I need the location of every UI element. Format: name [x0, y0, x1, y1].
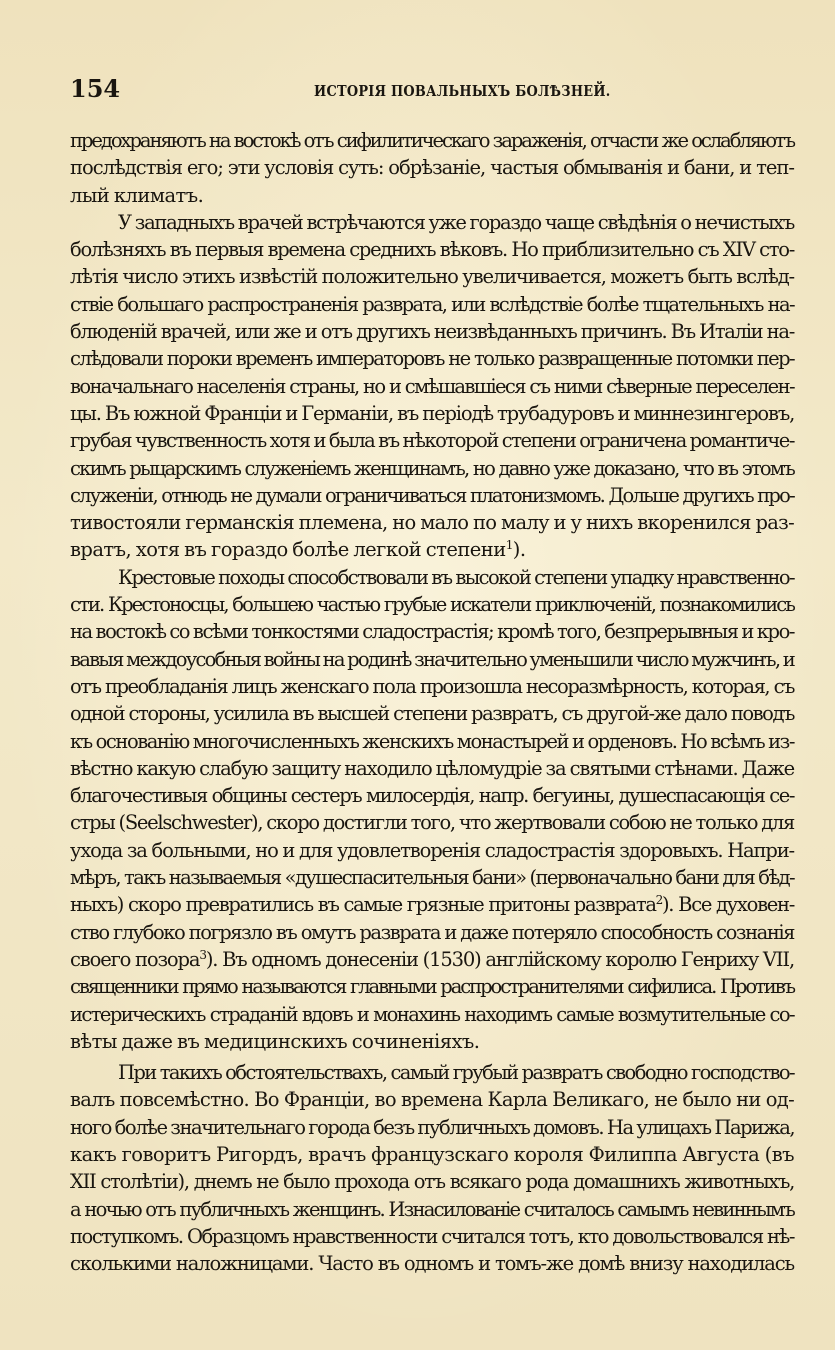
text-line — [70, 864, 794, 891]
line-text: истерическихъ страданій вдовъ и монахинь находимъ самые возмутительные со- — [70, 1002, 794, 1026]
line-text: на востокѣ со всѣми тонкостями сладострастія; кромѣ того, безпрерывныя и кро- — [70, 620, 794, 644]
line-text-tail: ). Въ одномъ донесеніи (1530) англійскому королю Генриху VII, — [205, 947, 794, 971]
text-line — [70, 673, 794, 700]
line-text: а ночью отъ публичныхъ женщинъ. Изнасилованіе считалось самымъ невиннымъ — [70, 1197, 794, 1221]
line-text: послѣдствія его; эти условія суть: обрѣзаніе, частыя обмыванія и бани, и теп- — [70, 156, 794, 180]
line-text: поступкомъ. Образцомъ нравственности считался тотъ, кто довольствовался нѣ- — [70, 1224, 794, 1248]
text-line — [70, 536, 794, 563]
text-line — [70, 919, 794, 946]
line-text: скимъ рыцарскимъ служеніемъ женщинамъ, но давно уже доказано, что въ этомъ — [70, 456, 794, 480]
line-text: вавыя междоусобныя войны на родинѣ значительно уменьшили число мужчинъ, и — [70, 647, 794, 671]
text-line — [70, 209, 794, 236]
text-line — [70, 809, 794, 836]
text-line — [70, 782, 794, 809]
line-text: своего позора — [70, 947, 200, 971]
text-line — [70, 946, 794, 973]
line-text: ухода за больными, но и для удовлетворенія сладострастія здоровыхъ. Напри- — [70, 838, 794, 862]
line-text: отъ преобладанія лицъ женскаго пола произошла несоразмѣрность, которая, съ — [70, 674, 794, 698]
text-line — [70, 837, 794, 864]
text-line — [70, 373, 794, 400]
footnote-marker: 3 — [199, 947, 206, 962]
footnote-marker: 2 — [655, 893, 662, 908]
line-text: вратъ, хотя въ гораздо болѣе легкой степени — [70, 538, 506, 562]
line-text: сти. Крестоносцы, большею частью грубые искатели приключеній, познакомились — [70, 593, 794, 617]
line-text: священники прямо называются главными распространителями сифилиса. Противъ — [70, 975, 794, 999]
line-text: При такихъ обстоятельствахъ, самый грубый развратъ свободно господство- — [118, 1061, 794, 1085]
line-text: какъ говоритъ Ригордъ, врачъ французскаго короля Филиппа Августа (въ — [70, 1142, 794, 1166]
text-line — [70, 1001, 794, 1028]
line-text: лѣтія число этихъ извѣстій положительно увеличивается, можетъ быть вслѣд- — [70, 265, 794, 289]
line-text: мѣръ, такъ называемыя «душеспасительныя бани» (первоначально бани для бѣд- — [70, 866, 794, 890]
line-text: предохраняютъ на востокѣ отъ сифилитическаго зараженія, отчасти же ослабляютъ — [70, 129, 794, 152]
text-line — [70, 1028, 794, 1055]
text-line — [70, 891, 794, 918]
text-line — [70, 455, 794, 482]
text-line — [70, 154, 794, 181]
line-text: валъ повсемѣстно. Во Франціи, во времена Карла Великаго, не было ни од- — [70, 1088, 794, 1112]
text-line — [70, 236, 794, 263]
page-number: 154 — [70, 74, 121, 103]
line-text: стры (Seelschwester), скоро достигли того, что жертвовали собою не только для — [70, 811, 794, 835]
line-text: ствіе большаго распространенія разврата, или вслѣдствіе болѣе тщательныхъ на- — [70, 292, 794, 316]
line-text-tail: ). Все духовен- — [661, 893, 794, 917]
body-text — [70, 127, 794, 1277]
line-text: ныхъ) скоро превратились въ самые грязные притоны разврата — [70, 893, 656, 917]
line-text: къ основанію многочисленныхъ женскихъ монастырей и орденовъ. Но всѣмъ из- — [70, 729, 794, 753]
text-line — [70, 127, 794, 154]
line-text: ного болѣе значительнаго города безъ публичныхъ домовъ. На улицахъ Парижа, — [70, 1115, 795, 1139]
text-line — [70, 318, 794, 345]
text-line — [70, 973, 794, 1000]
text-line — [70, 291, 794, 318]
line-text: XII столѣтіи), днемъ не было прохода отъ всякаго рода домашнихъ животныхъ, — [70, 1170, 794, 1194]
text-line — [70, 1114, 794, 1141]
text-line — [70, 182, 794, 209]
text-line — [70, 618, 794, 645]
running-head — [70, 74, 794, 104]
text-line — [70, 427, 794, 454]
line-text-tail: ). — [512, 538, 526, 562]
line-text: Крестовые походы способствовали въ высокой степени упадку нравственно- — [118, 565, 794, 589]
text-line — [70, 1086, 794, 1113]
line-text: воначальнаго населенія страны, но и смѣшавшіеся съ ними сѣверные переселен- — [70, 374, 794, 398]
text-line — [70, 509, 794, 536]
text-line — [70, 1223, 794, 1250]
text-line — [70, 1196, 794, 1223]
line-text: грубая чувственность хотя и была въ нѣкоторой степени ограничена романтиче- — [70, 429, 794, 453]
line-text: вѣты даже въ медицинскихъ сочиненіяхъ. — [70, 1029, 480, 1053]
line-text: блюденій врачей, или же и отъ другихъ неизвѣданныхъ причинъ. Въ Италіи на- — [70, 320, 794, 344]
line-text: слѣдовали пороки временъ императоровъ не только развращенные потомки пер- — [70, 347, 794, 371]
text-line — [70, 482, 794, 509]
text-line — [70, 564, 794, 591]
line-text: тивостояли германскія племена, но мало по малу и у нихъ вкоренился раз- — [70, 511, 794, 535]
text-line — [70, 755, 794, 782]
line-text: болѣзняхъ въ первыя времена среднихъ вѣковъ. Но приблизительно съ XIV сто- — [70, 238, 794, 262]
line-text: У западныхъ врачей встрѣчаются уже гораздо чаще свѣдѣнія о нечистыхъ — [118, 210, 794, 234]
text-line — [70, 345, 794, 372]
line-text: служеніи, отнюдь не думали ограничиваться платонизмомъ. Дольше другихъ про- — [70, 483, 794, 507]
text-line — [70, 646, 794, 673]
text-line — [70, 263, 794, 290]
line-text: лый климатъ. — [70, 183, 204, 207]
text-line — [70, 1141, 794, 1168]
line-text: одной стороны, усилила въ высшей степени развратъ, съ другой-же дало поводъ — [70, 702, 794, 726]
text-line — [70, 700, 794, 727]
line-text: вѣстно какую слабую защиту находило цѣломудріе за святыми стѣнами. Даже — [70, 756, 794, 780]
text-line — [70, 400, 794, 427]
text-line — [70, 1250, 794, 1277]
line-text: сколькими наложницами. Часто въ одномъ и томъ-же домѣ внизу находилась — [70, 1252, 794, 1276]
running-title: ИСТОРІЯ ПОВАЛЬНЫХЪ БОЛѢЗНЕЙ. — [314, 82, 611, 100]
text-line — [70, 1168, 794, 1195]
text-line — [70, 591, 794, 618]
line-text: благочестивыя общины сестеръ милосердія, напр. бегуины, душеспасающія се- — [70, 784, 794, 808]
text-line — [70, 728, 794, 755]
line-text: ство глубоко погрязло въ омутъ разврата и даже потеряло способность сознанія — [70, 920, 794, 944]
footnote-marker: 1 — [505, 538, 513, 553]
line-text: цы. Въ южной Франціи и Германіи, въ періодѣ трубадуровъ и миннезингеровъ, — [70, 401, 795, 425]
text-line — [70, 1059, 794, 1086]
